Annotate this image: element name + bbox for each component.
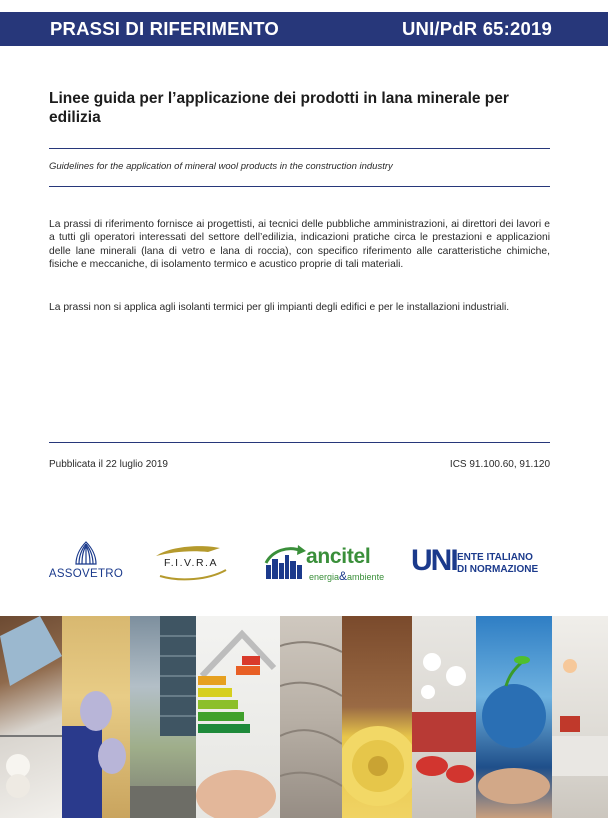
rock-wool-texture-photo: [280, 616, 342, 818]
photo-strip: [0, 616, 608, 818]
attic-window-photo: [0, 616, 62, 818]
document-code: UNI/PdR 65:2019: [401, 18, 552, 39]
assovetro-logo: [48, 538, 124, 584]
globe-in-hands-photo: [476, 616, 552, 818]
ancitel-tagline-environment: ambiente: [347, 572, 385, 582]
divider: [49, 186, 550, 187]
ics-codes: ICS 91.100.60, 91.120: [449, 459, 550, 470]
fivra-wordmark: F.I.V.R.A: [164, 557, 218, 569]
publication-date: Pubblicata il 22 luglio 2019: [49, 459, 168, 470]
energy-rating-photo: [196, 616, 280, 818]
abstract-paragraph: La prassi di riferimento fornisce ai progettisti, ai tecnici delle pubbliche amministrazioni, ai direttori dei lavori e a tutti gli operatori interessati del settore dell’edilizia, indicazioni pratiche circa le prestazioni e applicazioni delle lane minerali (lana di vetro e lana di roccia), con specifico riferimento alle caratteristiche chimiche, fisiche e meccaniche, di isolamento termico e acustico proprie di tali materiali.: [49, 219, 550, 270]
building-facade-illustration: [130, 616, 196, 818]
ancitel-wordmark: ancitel: [306, 545, 371, 568]
ancitel-tagline-energy: energia: [309, 572, 340, 582]
insulation-roll-photo: [342, 616, 412, 818]
scope-paragraph: La prassi non si applica agli isolanti termici per gli impianti degli edifici e per le installazioni industriali.: [49, 302, 510, 313]
uni-name-line2: DI NORMAZIONE: [457, 564, 539, 575]
english-subtitle: Guidelines for the application of mineral wool products in the construction industry: [49, 161, 393, 172]
divider: [49, 148, 550, 149]
document-title: Linee guida per l’applicazione dei prodotti in lana minerale per edilizia: [49, 90, 509, 126]
installer-with-wool-photo: [62, 616, 130, 818]
uni-mark: UNI: [411, 544, 457, 577]
lounge-illustration: [412, 616, 476, 818]
energy-label-illustration: [196, 616, 280, 818]
insulation-roll-illustration: [342, 616, 412, 818]
rock-texture-illustration: [280, 616, 342, 818]
office-illustration: [552, 616, 608, 818]
uni-name-line1: ENTE ITALIANO: [457, 552, 533, 563]
worker-illustration: [62, 616, 130, 818]
modern-building-photo: [130, 616, 196, 818]
uni-logo: [411, 542, 553, 582]
city-skyline-icon: [262, 541, 306, 583]
ancitel-tagline: [309, 569, 384, 583]
office-interior-photo: [552, 616, 608, 818]
header-label: PRASSI DI RIFERIMENTO: [50, 18, 279, 39]
uni-name: [457, 552, 538, 576]
assovetro-wordmark: ASSOVETRO: [48, 568, 124, 580]
ampersand-glyph: &: [339, 569, 348, 583]
ancitel-logo: [262, 541, 385, 583]
globe-illustration: [476, 616, 552, 818]
fivra-logo: [150, 540, 232, 584]
lounge-interior-photo: [412, 616, 476, 818]
attic-window-illustration: [0, 616, 62, 818]
header-bar: [0, 12, 608, 46]
divider: [49, 442, 550, 443]
